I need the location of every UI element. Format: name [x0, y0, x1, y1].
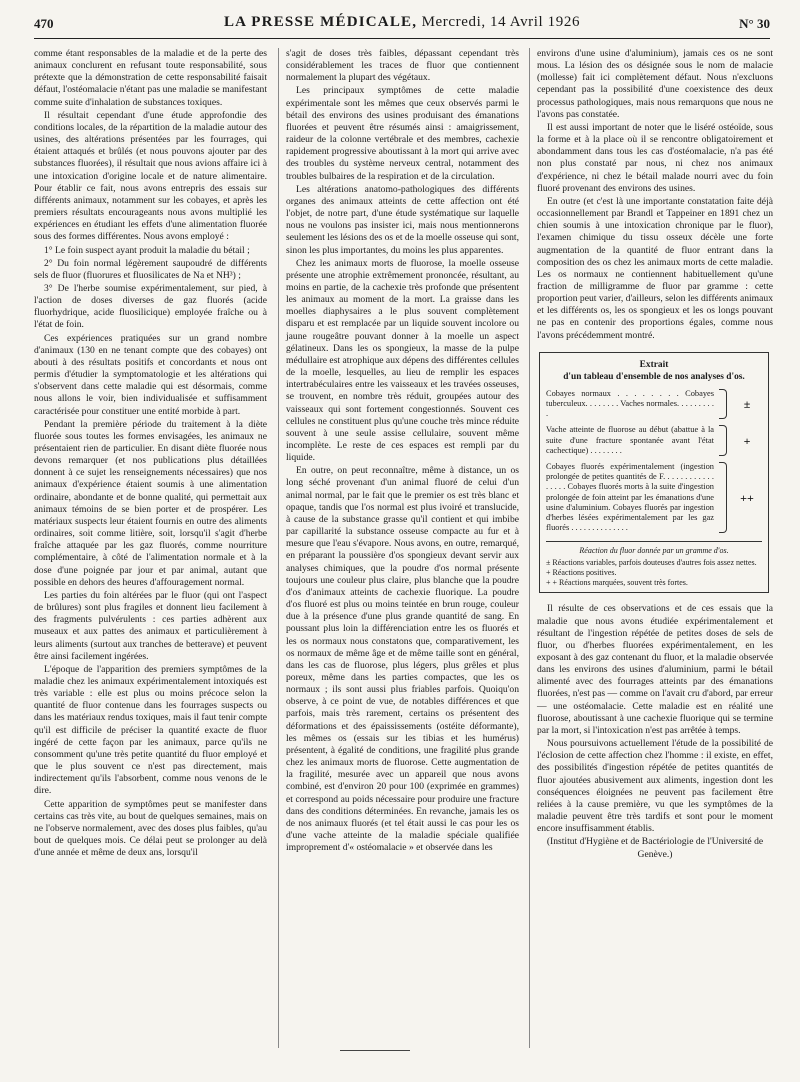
paragraph: s'agit de doses très faibles, dépassant cependant très considérablement les traces de fluor que contiennent normalement la plupart des végétaux.	[286, 48, 519, 84]
paragraph: Il est aussi important de noter que le liséré ostéoïde, sous la forme et à la place où il se rencontre obligatoirement et abondamment dans tous les cas d'ostéomalacie, n'a pas été non plus constaté par nous, ni chez nos animaux d'expérience, ni chez le bétail malade nourri avec du foin fluoré provenant des environs des usines.	[537, 121, 773, 194]
row-label: Cobayes fluorés expérimentalement (ingestion prolongée de petites quantités de F. . . . . . . . . . . . . . . . . Cobayes fluorés morts à la suite d'ingestion prolongée de foin atteint par les émanations d'une usine d'aluminium. Cobayes fluorés par ingestion d'herbes lésées expérimentalement par les gaz fluorés . . . . . . . . . . . . . .	[546, 461, 714, 533]
row-label: Vache atteinte de fluorose au début (abattue à la suite d'une fracture spontanée avant l'état cachectique) . . . . . . . .	[546, 425, 714, 455]
row-bracket	[719, 389, 727, 420]
page-header	[34, 14, 770, 36]
column-divider	[529, 48, 530, 1048]
table-row	[546, 389, 762, 420]
column-1	[34, 48, 267, 1048]
journal-title	[34, 14, 770, 31]
paragraph: En outre (et c'est là une importante constatation faite déjà occasionnellement par Brandl et Tappeiner en 1891 chez un chien soumis à une intoxication chronique par le fluor), l'examen chimique du tissu osseux décèle une forte augmentation de la quantité de fluor entrant dans la composition des os chez les animaux morts de cette maladie. Les os normaux ne contiennent habituellement qu'une fraction de milligramme de fluor par gramme : cette proportion peut varier, d'ailleurs, selon les différents animaux et les différents os, les os spongieux et les os longs pouvant ne pas en contenir des proportions égales, comme nous l'avons précédemment montré.	[537, 195, 773, 341]
page-number: 470	[34, 16, 54, 31]
paragraph: 1° Le foin suspect ayant produit la maladie du bétail ;	[44, 244, 250, 256]
legend-items	[546, 558, 762, 588]
row-bracket	[719, 425, 727, 456]
paragraph: (Institut d'Hygiène et de Bactériologie de l'Université de Genève.)	[546, 836, 764, 860]
paragraph: Les parties du foin altérées par le fluor (qui ont l'aspect de brûlures) sont plus fragiles et donnent lieu facilement à des fragments pulvérulents : ces parties adhèrent aux museaux et aux pattes des animaux et particulièrement à leurs aliments (surtout aux tranches de betterave) et peuvent être ainsi facilement ingérées.	[34, 589, 267, 662]
column-3-bottom	[537, 603, 773, 860]
header-rule	[34, 38, 770, 39]
paragraph: Les principaux symptômes de cette maladie expérimentale sont les mêmes que ceux observés parmi le bétail des environs des usines produisant des émanations fluorées et peuvent être résumés ainsi : amaigrissement, raideur de la colonne vertébrale et des membres, cachexie rapidement progressive aboutissant à la mort qui arrive avec des troubles du système nerveux central, notamment des troubles bulbaires de la respiration et de la circulation.	[286, 85, 519, 182]
row-label: Cobayes normaux . . . . . . . . Cobayes tuberculeux. . . . . . . . Vaches normales. . . . . . . . . .	[546, 388, 714, 419]
table-subtitle: d'un tableau d'ensemble de nos analyses d'os.	[563, 371, 745, 382]
paragraph: Ces expériences pratiquées sur un grand nombre d'animaux (130 en ne tenant compte que des cobayes) ont abouti à des résultats positifs et concordants et nous ont permis d'étudier la symptomatologie et les altérations qui s'observent dans cette maladie qui est désormais, comme nous allons le voir, bien individualisée et suffisamment caractérisée pour constituer une entité morbide à part.	[34, 332, 267, 417]
legend-item: + + Réactions marquées, souvent très fortes.	[546, 578, 688, 588]
issue-date: Mercredi, 14 Avril 1926	[421, 14, 581, 30]
analysis-table	[539, 352, 769, 594]
paragraph: Il résulte de ces observations et de ces essais que la maladie que nous avons étudiée expérimentalement et résultant de l'ingestion répétée de petites doses de sels de fluor, ou d'herbes fluorées expérimentalement, en les exposant à des gaz contenant du fluor, et la maladie observée dans les environs des usines d'aluminium, parmi le bétail alimenté avec des fourrages atteints par des émanations fluorées, n'est pas — comme on l'avait cru d'abord, par erreur — une ostéomalacie. Cette maladie est en réalité une fluorose, aboutissant à une cachexie fluorique qui se termine par la mort, si l'intoxication n'est pas arrêtée à temps.	[537, 603, 773, 736]
end-rule	[340, 1050, 410, 1051]
column-3-top	[537, 48, 773, 342]
row-value: ±	[743, 396, 751, 411]
paragraph: Chez les animaux morts de fluorose, la moelle osseuse présente une atrophie extrêmement prononcée, résultant, au moins en partie, de la cachexie très profonde que présentent les animaux au moment de la mort. La graisse dans les moelles diaphysaires a le plus souvent complètement disparu et est remplacée par un liquide souvent incolore ou jaune rougeâtre pouvant donner à la moelle un aspect gélatineux. Dans les os spongieux, la masse de la pulpe médullaire est atrophique aux dépens des différentes cellules de la moelle, lesquelles, au lieu de remplir les espaces intertrabéculaires entre les vaisseaux et les travées osseuses, se trouvent, en nombre très réduit, groupées autour des vaisseaux qui sont fortement congestionnés. Souvent ces cellules ne constituent plus qu'une couche très mince réduite souvent à une seule assise cellulaire, souvent même incomplète. Le reste de ces espaces est rempli par du liquide.	[286, 257, 519, 464]
paragraph: 3° De l'herbe soumise expérimentalement, sur pied, à l'action de doses diverses de gaz fluorés (acide fluorhydrique, acide fluosilicique) employée fraîche ou à l'état de foin.	[34, 282, 267, 331]
paragraph: environs d'une usine d'aluminium), jamais ces os ne sont mous. La lésion des os désignée sous le nom de malacie (mollesse) fait ici complètement défaut. Nous n'excluons cependant pas la possibilité d'une coexistence des deux processus pathologiques, mais nous remarquons que nous ne l'avons pas constatée.	[537, 48, 773, 120]
table-row	[546, 425, 762, 456]
table-rows	[546, 389, 762, 534]
paragraph: Nous poursuivons actuellement l'étude de la possibilité de l'éclosion de cette affection chez l'homme : il existe, en effet, des possibilités d'ingestion répétée de petites quantités de fluor ajoutées abusivement aux aliments, ingestion dont les conséquences éloignées ne peuvent pas facilement être reliées à la cause première, vu que les symptômes de la maladie peuvent être très tardifs et sont pour le moment encore insuffisamment établis.	[537, 738, 773, 835]
row-bracket	[719, 462, 727, 533]
column-2	[286, 48, 519, 1048]
column-3	[537, 48, 773, 1048]
paragraph: L'époque de l'apparition des premiers symptômes de la maladie chez les animaux expérimentalement intoxiqués est très variable : elle est plus ou moins précoce selon la quantité de fluor contenue dans les fourrages suspects ou dans les matériaux rendus toxiques, mais il faut tenir compte qu'il est difficile de préciser la quantité exacte de fluor ingéré de cette façon par les animaux, parce qu'ils ne consomment qu'une très petite quantité du fluor employé et que le plus souvent ce n'est pas directement, mais indirectement qu'ils l'absorbent, comme nous venons de le dire.	[34, 663, 267, 797]
paragraph: Cette apparition de symptômes peut se manifester dans certains cas très vite, au bout de quelques semaines, mais on ne l'observe normalement, avec des doses plus faibles, qu'au bout de quelques mois. Ce délai peut se prolonger au delà d'une année et même de deux ans, lorsqu'il	[34, 798, 267, 859]
journal-name: LA PRESSE MÉDICALE,	[223, 14, 418, 30]
paragraph: Il résultait cependant d'une étude approfondie des conditions locales, de la répartition de la maladie autour des usines, des altérations présentées par les fourrages, qui étaient attaqués et brûlés (et nous pouvons ajouter par des substances fluorées), il résultait que nous avions affaire ici à une intoxication d'origine locale et de nature alimentaire. Pour établir ce fait, nous avons entrepris des essais sur différents animaux, notamment sur les cobayes, et après les premiers résultats encourageants nous avons multiplié les expériences en étudiant les effets d'une alimentation fluorée sous des formes différentes. Nous avons employé :	[34, 109, 267, 243]
paragraph: comme étant responsables de la maladie et de la perte des animaux conclurent en refusant toute responsabilité, sous prétexte que la démonstration de cette responsabilité faisait défaut, l'ostéomalacie n'étant pas une maladie se manifestant comme suite d'inhalation de substances toxiques.	[34, 48, 267, 108]
legend-item: ± Réactions variables, parfois douteuses d'autres fois assez nettes.	[546, 558, 757, 568]
paragraph: Pendant la première période du traitement à la diète fluorée sous toutes les formes envisagées, les animaux ne présentaient rien de particulier. En disant diète fluorée nous devons remarquer (et nos publications plus détaillées donnent à ce sujet les renseignements nécessaires) que nos animaux d'expérience étaient soumis à une alimentation ordinaire, abondante et de bonne qualité, qui permettait aux animaux témoins de se bien porter et de prospérer. Les matériaux suspects leur étaient fournis en outre des aliments ordinaires, soit comme litière, soit, lorsqu'il s'agit d'herbe fraîche attaquée par les gaz fluorés, comme nourriture complémentaire, à côté de l'alimentation normale et à la dose d'une poignée par jour et par animal, autant que possible en dehors des heures d'affouragement normal.	[34, 418, 267, 588]
issue-number: N° 30	[739, 16, 770, 31]
row-value: +	[743, 433, 751, 448]
legend-title: Réaction du fluor donnée par un gramme d'os.	[579, 546, 729, 556]
table-title: Extrait	[639, 359, 669, 370]
legend-item: + Réactions positives.	[546, 568, 617, 578]
table-row	[546, 462, 762, 533]
paragraph: 2° Du foin normal légèrement saupoudré de différents sels de fluor (fluorures et fluosilicates de Na et NH³) ;	[34, 257, 267, 281]
table-legend	[546, 541, 762, 588]
column-divider	[278, 48, 279, 1048]
paragraph: Les altérations anatomo-pathologiques des différents organes des animaux atteints de cette affection ont été l'objet, de notre part, d'une étude systématique sur laquelle nous ne voulons pas insister ici, mais nous mentionnerons seulement les lésions des os et de la moelle osseuse qui sont, sinon les plus importantes, du moins les plus apparentes.	[286, 183, 519, 256]
row-value: ++	[740, 490, 754, 505]
paragraph: En outre, on peut reconnaître, même à distance, un os long séché provenant d'un animal fluoré de celui d'un animal normal, par le fait que le premier os est très blanc et opaque, tandis que l'os normal est plus ivoiré et translucide, à cause de la substance grasse qu'il contient et qui imbibe par capillarité la substance osseuse compacte au fur et à mesure que l'eau s'évapore. Nous avons, en outre, remarqué, en préparant la poussière d'os spongieux devant servir aux analyses chimiques, que la poudre d'os normal présente toujours une couleur plus claire, plus blanche que la poudre d'os d'animaux atteints de cachexie fluorique. La poudre d'os fluoré est plus ou moins teintée en brun rouge, couleur due à la présence d'une plus grande quantité de sang. En poussant plus loin la différenciation entre les os fluorés et les os normaux nous constatons que, comparativement, les os normaux de même âge et de même taille sont en général, dans les cas de fluorose, plus légers, plus grêles et plus poreux, même dans les parties compactes, que les os normaux ; ils sont aussi plus friables parfois. Quoiqu'on observe, à ce point de vue, de notables différences et que parfois, mais très rarement, certains os présentent des déformations et des épaississements (ostéite déformante), les mêmes os (essais sur les tibias et les humérus) présentent, à égalité de conditions, une fragilité plus grande chez les animaux morts de fluorose. Cette augmentation de la fragilité, mesurée avec un appareil que nous avons combiné, est d'environ 20 pour 100 (exprimée en grammes) et correspond au poids nécessaire pour produire une fracture dans des conditions déterminées. En revanche, jamais les os de nos animaux fluorés (et tel était aussi le cas pour les os d'une vache atteinte de la maladie spéciale qualifiée improprement d'« ostéomalacie » et observée dans les	[286, 465, 519, 854]
